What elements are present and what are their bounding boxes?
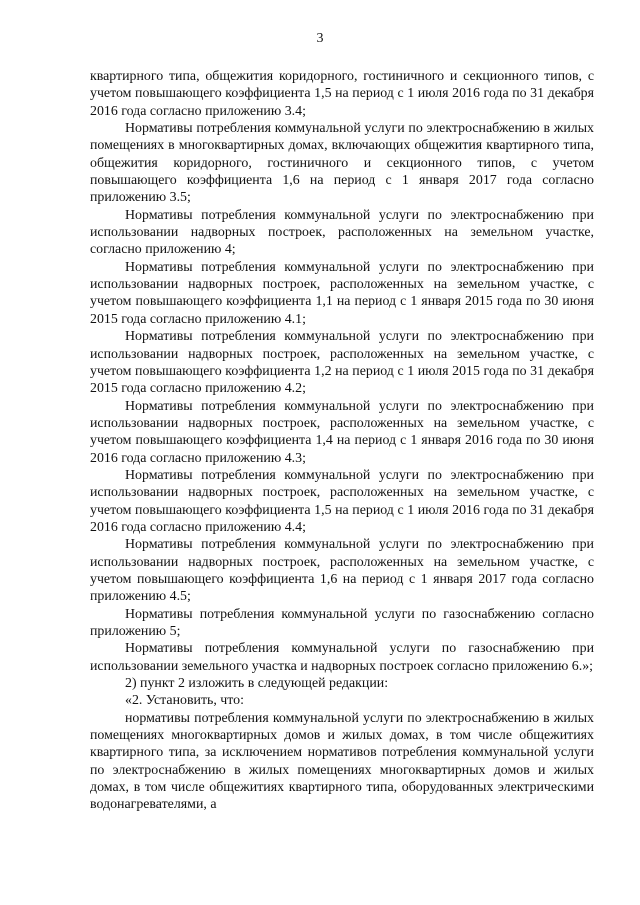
paragraph-appendix-4: Нормативы потребления коммунальной услуги по электроснабжению при использовании надворных построек, расположенных на земельном участке, согласно приложению 4; [90, 207, 594, 258]
paragraph-appendix-4-4: Нормативы потребления коммунальной услуги по электроснабжению при использовании надворных построек, расположенных на земельном участке, с учетом повышающего коэффициента 1,5 на период с 1 июля 2016 года по 31 декабря 2016 года согласно приложению 4.4; [90, 467, 594, 535]
paragraph-continuation: квартирного типа, общежития коридорного, гостиничного и секционного типов, с учетом повышающего коэффициента 1,5 на период с 1 июля 2016 года по 31 декабря 2016 года согласно приложению 3.4; [90, 69, 594, 119]
paragraph-item-2-heading: «2. Установить, что: [125, 693, 244, 709]
paragraph-appendix-5: Нормативы потребления коммунальной услуги по газоснабжению согласно приложению 5; [90, 606, 594, 639]
paragraph-appendix-6: Нормативы потребления коммунальной услуги по газоснабжению при использовании земельного участка и надворных построек согласно приложению 6.»; [90, 641, 594, 674]
paragraph-appendix-3-5: Нормативы потребления коммунальной услуги по электроснабжению в жилых помещениях в многоквартирных домах, включающих общежития квартирного типа, общежития коридорного, гостиничного и секционного типов, с учетом повышающего коэффициента 1,6 на период с 1 января 2017 года согласно приложению 3.5; [90, 121, 594, 206]
paragraph-appendix-4-1: Нормативы потребления коммунальной услуги по электроснабжению при использовании надворных построек, расположенных на земельном участке, с учетом повышающего коэффициента 1,1 на период с 1 января 2015 года по 30 июня 2015 года согласно приложению 4.1; [90, 259, 594, 327]
document-body [90, 68, 594, 814]
paragraph-appendix-4-3: Нормативы потребления коммунальной услуги по электроснабжению при использовании надворных построек, расположенных на земельном участке, с учетом повышающего коэффициента 1,4 на период с 1 января 2016 года по 30 июня 2016 года согласно приложению 4.3; [90, 398, 594, 466]
paragraph-appendix-4-2: Нормативы потребления коммунальной услуги по электроснабжению при использовании надворных построек, расположенных на земельном участке, с учетом повышающего коэффициента 1,2 на период с 1 июля 2015 года по 31 декабря 2015 года согласно приложению 4.2; [90, 329, 594, 397]
paragraph-item-2-intro: 2) пункт 2 изложить в следующей редакции: [125, 676, 389, 692]
page-number: 3 [316, 31, 324, 46]
paragraph-appendix-4-5: Нормативы потребления коммунальной услуги по электроснабжению при использовании надворных построек, расположенных на земельном участке, с учетом повышающего коэффициента 1,6 на период с 1 января 2017 года согласно приложению 4.5; [90, 537, 594, 605]
paragraph-item-2-body: нормативы потребления коммунальной услуги по электроснабжению в жилых помещениях многоквартирных домов и жилых домах, в том числе общежитиях квартирного типа, за исключением нормативов потребления коммунальной услуги по электроснабжению в жилых помещениях многоквартирных домов и жилых домах, в том числе общежитиях квартирного типа, оборудованных электрическими водонагревателями, а [90, 710, 594, 813]
